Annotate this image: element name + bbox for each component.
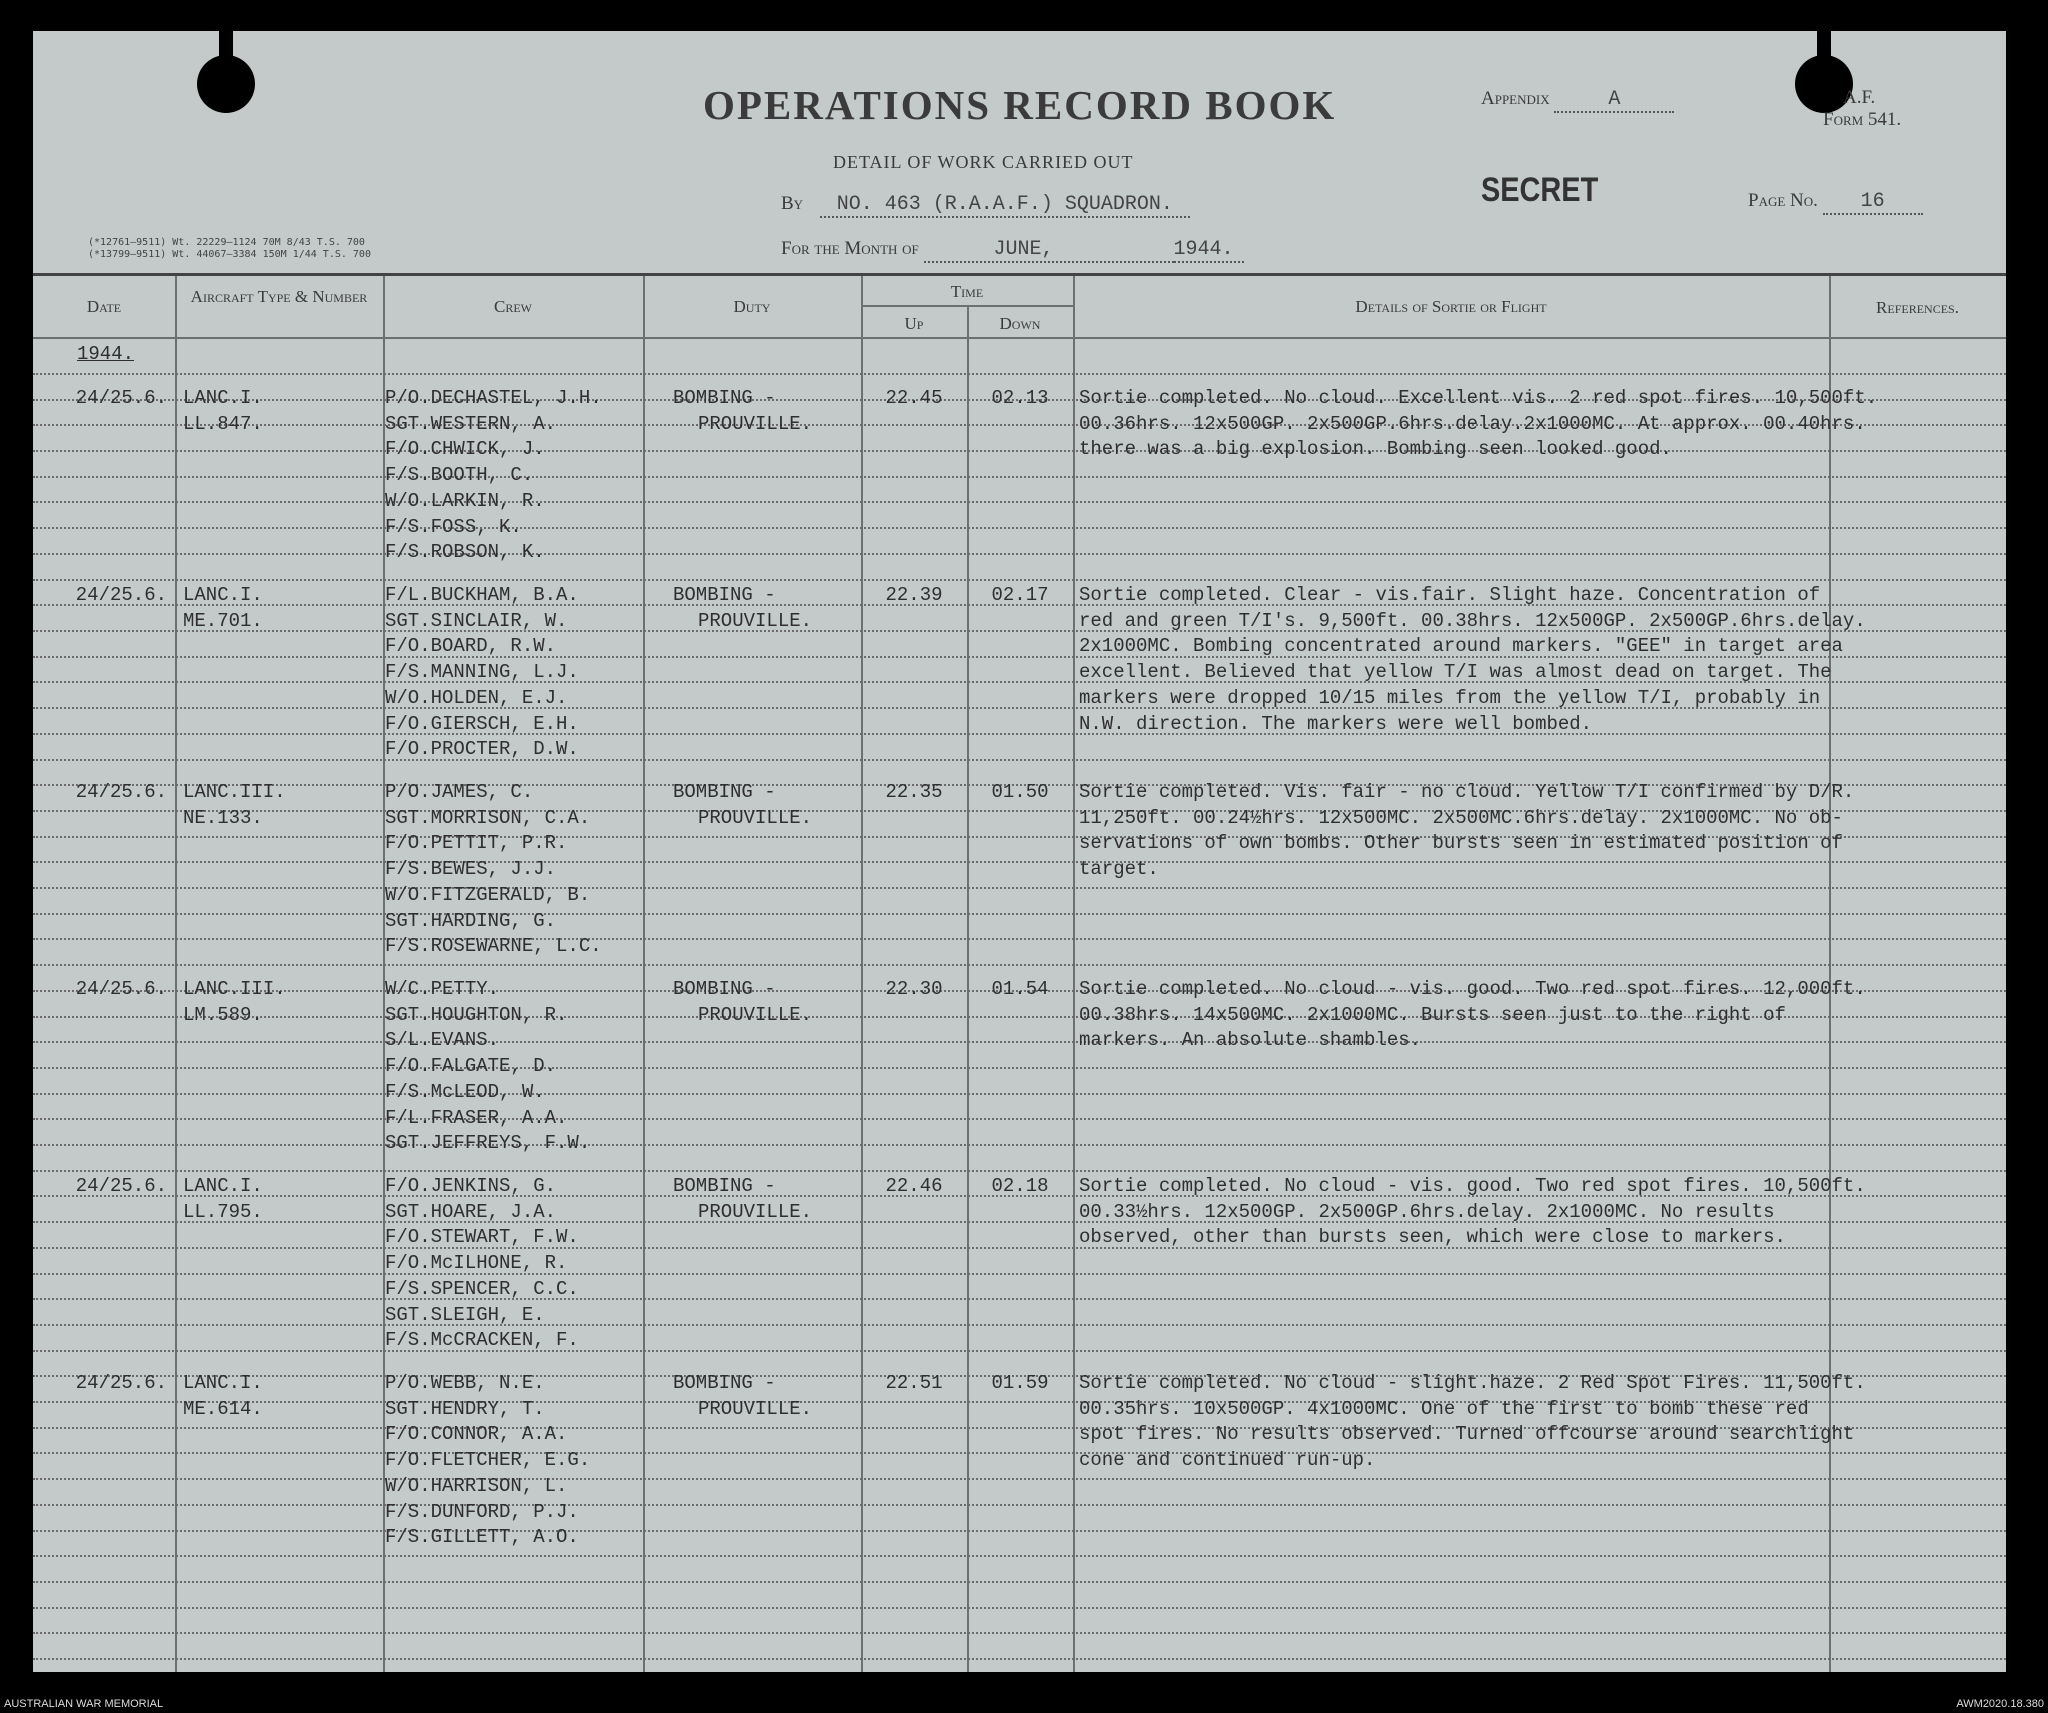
crew-member: F/O.FALGATE, D. xyxy=(385,1055,557,1078)
sortie-detail-line: Sortie completed. No cloud - vis. good. Two red spot fires. 12,000ft. xyxy=(1079,978,1866,1000)
crew-member: F/O.BOARD, R.W. xyxy=(385,635,557,658)
month-field xyxy=(781,238,1244,263)
crew-member: F/S.MANNING, L.J. xyxy=(385,661,579,684)
ruled-line xyxy=(33,450,2006,452)
duty-line: BOMBING - xyxy=(673,387,776,409)
sortie-detail-line: Sortie completed. Clear - vis.fair. Slight haze. Concentration of xyxy=(1079,584,1821,606)
crew-member: F/S.SPENCER, C.C. xyxy=(385,1277,579,1300)
time-down: 02.17 xyxy=(991,584,1049,606)
duty-line: PROUVILLE. xyxy=(698,609,813,632)
col-header-details: Details of Sortie or Flight xyxy=(1355,297,1547,316)
crew-member: F/S.McCRACKEN, F. xyxy=(385,1329,579,1352)
ruled-line xyxy=(33,887,2006,889)
crew-member: F/S.ROBSON, K. xyxy=(385,541,545,564)
col-divider xyxy=(175,276,177,1672)
ruled-line xyxy=(33,527,2006,529)
by-label: By xyxy=(781,193,804,214)
duty-line: PROUVILLE. xyxy=(698,1397,813,1420)
crew-member: F/S.ROSEWARNE, L.C. xyxy=(385,935,602,958)
form-id-1: A.F. xyxy=(1843,87,1876,108)
col-divider xyxy=(643,276,645,1672)
aircraft-type: LANC.III. xyxy=(183,978,286,1000)
ruled-line xyxy=(33,1658,2006,1660)
sortie-detail-line: Sortie completed. No cloud. Excellent vis. 2 red spot fires. 10,500ft. xyxy=(1079,387,1878,409)
col-header-time: Time xyxy=(950,282,984,301)
form-number xyxy=(1823,87,1902,131)
appendix-value: A xyxy=(1554,88,1674,113)
crew-member: F/O.PETTIT, P.R. xyxy=(385,832,568,855)
crew-member: P/O.DECHASTEL, J.H. xyxy=(385,387,602,409)
aircraft-number: NE.133. xyxy=(183,806,263,829)
time-down: 01.59 xyxy=(991,1372,1049,1394)
ruled-line xyxy=(33,1555,2006,1557)
ruled-line xyxy=(33,964,2006,966)
ruled-line xyxy=(33,553,2006,555)
sortie-detail-line: markers. An absolute shambles. xyxy=(1079,1029,1422,1052)
sortie-detail-line: Sortie completed. Vis. fair - no cloud. Yellow T/I confirmed by D/R. xyxy=(1079,781,1855,803)
crew-member: W/O.FITZGERALD, B. xyxy=(385,883,591,906)
time-up: 22.46 xyxy=(885,1175,943,1197)
sortie-detail-line: 2x1000MC. Bombing concentrated around markers. "GEE" in target area xyxy=(1079,635,1843,658)
ruled-line xyxy=(33,1504,2006,1506)
sortie-detail-line: 00.33½hrs. 12x500GP. 2x500GP.6hrs.delay. 2x1000MC. No results xyxy=(1079,1200,1775,1223)
ruled-line xyxy=(33,501,2006,503)
time-up: 22.30 xyxy=(885,978,943,1000)
appendix-label: Appendix xyxy=(1481,88,1550,109)
entry-date: 24/25.6. xyxy=(75,1175,167,1197)
col-divider xyxy=(861,276,863,1672)
col-divider xyxy=(1829,276,1831,1672)
crew-member: SGT.SINCLAIR, W. xyxy=(385,609,568,632)
ruled-line xyxy=(33,861,2006,863)
time-up: 22.51 xyxy=(885,1372,943,1394)
ruled-line xyxy=(33,1581,2006,1583)
crew-member: F/S.BEWES, J.J. xyxy=(385,858,557,881)
squadron-value: NO. 463 (R.A.A.F.) SQUADRON. xyxy=(820,193,1190,218)
sortie-detail-line: spot fires. No results observed. Turned offcourse around searchlight xyxy=(1079,1423,1855,1446)
col-header-crew: Crew xyxy=(494,297,532,316)
col-header-down: Down xyxy=(999,314,1041,333)
crew-member: F/S.GILLETT, A.O. xyxy=(385,1526,579,1549)
duty-line: BOMBING - xyxy=(673,1175,776,1197)
sortie-detail-line: Sortie completed. No cloud - vis. good. Two red spot fires. 10,500ft. xyxy=(1079,1175,1866,1197)
year-value: 1944. xyxy=(1174,238,1244,263)
crew-member: F/S.FOSS, K. xyxy=(385,515,522,538)
aircraft-number: LL.847. xyxy=(183,412,263,435)
aircraft-type: LANC.III. xyxy=(183,781,286,803)
ruled-line xyxy=(33,373,2006,375)
col-header-date: Date xyxy=(86,297,122,316)
aircraft-number: LM.589. xyxy=(183,1003,263,1026)
duty-line: BOMBING - xyxy=(673,1372,776,1394)
sortie-detail-line: observed, other than bursts seen, which were close to markers. xyxy=(1079,1226,1786,1249)
crew-member: SGT.WESTERN, A. xyxy=(385,412,557,435)
crew-member: F/L.FRASER, A.A. xyxy=(385,1106,568,1129)
sortie-detail-line: 00.35hrs. 10x500GP. 4x1000MC. One of the first to bomb these red xyxy=(1079,1397,1809,1420)
sortie-detail-line: there was a big explosion. Bombing seen looked good. xyxy=(1079,438,1672,461)
time-up: 22.35 xyxy=(885,781,943,803)
aircraft-number: ME.701. xyxy=(183,609,263,632)
time-split-rule xyxy=(861,305,1073,307)
crew-member: SGT.HOUGHTON, R. xyxy=(385,1003,568,1026)
entry-date: 24/25.6. xyxy=(75,584,167,606)
page-number: 16 xyxy=(1823,190,1923,215)
crew-member: SGT.HENDRY, T. xyxy=(385,1397,545,1420)
aircraft-type: LANC.I. xyxy=(183,387,263,409)
ruled-line xyxy=(33,759,2006,761)
squadron-field xyxy=(781,193,1190,218)
time-down: 01.54 xyxy=(991,978,1049,1000)
crew-member: F/O.FLETCHER, E.G. xyxy=(385,1449,591,1472)
sortie-detail-line: red and green T/I's. 9,500ft. 00.38hrs. 12x500GP. 2x500GP.6hrs.delay. xyxy=(1079,609,1866,632)
page-subtitle: DETAIL OF WORK CARRIED OUT xyxy=(833,152,1134,172)
month-label: For the Month of xyxy=(781,238,919,259)
ruled-line xyxy=(33,579,2006,581)
entry-date: 24/25.6. xyxy=(75,781,167,803)
weight-line-2: (*13799—9511) Wt. 44067—3384 150M 1/44 T.S. 700 xyxy=(88,249,371,260)
weight-line-1: (*12761—9511) Wt. 22229—1124 70M 8/43 T.S. 700 xyxy=(88,237,365,248)
crew-member: P/O.JAMES, C. xyxy=(385,781,534,803)
crew-member: S/L.EVANS. xyxy=(385,1029,500,1052)
ruled-line xyxy=(33,1530,2006,1532)
ruled-line xyxy=(33,1118,2006,1120)
ruled-line xyxy=(33,1452,2006,1454)
crew-member: SGT.HOARE, J.A. xyxy=(385,1200,557,1223)
crew-member: F/O.JENKINS, G. xyxy=(385,1175,557,1197)
time-up: 22.45 xyxy=(885,387,943,409)
crew-member: F/O.McILHONE, R. xyxy=(385,1252,568,1275)
page-label: Page No. xyxy=(1748,190,1818,211)
ruled-line xyxy=(33,1324,2006,1326)
ruled-line xyxy=(33,1067,2006,1069)
sortie-detail-line: 11,250ft. 00.24½hrs. 12x500MC. 2x500MC.6hrs.delay. 2x1000MC. No ob- xyxy=(1079,806,1843,829)
sortie-detail-line: 00.38hrs. 14x500MC. 2x1000MC. Bursts seen just to the right of xyxy=(1079,1003,1786,1026)
crew-member: F/O.STEWART, F.W. xyxy=(385,1226,579,1249)
crew-member: F/O.CHWICK, J. xyxy=(385,438,545,461)
time-down: 02.18 xyxy=(991,1175,1049,1197)
duty-line: BOMBING - xyxy=(673,584,776,606)
crew-member: F/O.GIERSCH, E.H. xyxy=(385,712,579,735)
ruled-line xyxy=(33,913,2006,915)
crew-member: W/C.PETTY. xyxy=(385,978,500,1000)
aircraft-type: LANC.I. xyxy=(183,1175,263,1197)
sortie-detail-line: excellent. Believed that yellow T/I was almost dead on target. The xyxy=(1079,661,1832,684)
sortie-detail-line: N.W. direction. The markers were well bombed. xyxy=(1079,712,1593,735)
sortie-detail-line: target. xyxy=(1079,858,1159,881)
crew-member: F/S.BOOTH, C. xyxy=(385,464,534,487)
footer-left: AUSTRALIAN WAR MEMORIAL xyxy=(4,1698,164,1710)
appendix-field xyxy=(1481,88,1674,113)
entry-date: 24/25.6. xyxy=(75,1372,167,1394)
duty-line: PROUVILLE. xyxy=(698,1200,813,1223)
page-number-field xyxy=(1748,190,1923,215)
col-header-aircraft: Aircraft Type & Number xyxy=(190,287,368,306)
crew-member: SGT.JEFFREYS, F.W. xyxy=(385,1132,591,1155)
entry-date: 24/25.6. xyxy=(75,387,167,409)
header-bottom-rule xyxy=(33,337,2006,339)
crew-member: W/O.LARKIN, R. xyxy=(385,489,545,512)
sortie-detail-line: Sortie completed. No cloud - slight.haze. 2 Red Spot Fires. 11,500ft. xyxy=(1079,1372,1866,1394)
ruled-line xyxy=(33,733,2006,735)
secret-stamp: SECRET xyxy=(1481,171,1599,209)
aircraft-type: LANC.I. xyxy=(183,584,263,606)
time-up: 22.39 xyxy=(885,584,943,606)
sortie-detail-line: cone and continued run-up. xyxy=(1079,1449,1376,1472)
print-weights xyxy=(88,237,371,261)
aircraft-number: ME.614. xyxy=(183,1397,263,1420)
crew-member: W/O.HOLDEN, E.J. xyxy=(385,686,568,709)
crew-member: SGT.MORRISON, C.A. xyxy=(385,806,591,829)
aircraft-type: LANC.I. xyxy=(183,1372,263,1394)
col-header-references: References. xyxy=(1876,298,1959,317)
crew-member: P/O.WEBB, N.E. xyxy=(385,1372,545,1394)
aircraft-number: LL.795. xyxy=(183,1200,263,1223)
table-top-rule xyxy=(33,273,2006,276)
page-title: OPERATIONS RECORD BOOK xyxy=(703,82,1337,128)
crew-member: F/S.McLEOD, W. xyxy=(385,1080,545,1103)
ruled-line xyxy=(33,1478,2006,1480)
crew-member: SGT.SLEIGH, E. xyxy=(385,1303,545,1326)
crew-member: F/O.PROCTER, D.W. xyxy=(385,738,579,761)
col-divider xyxy=(1073,276,1075,1672)
crew-member: F/L.BUCKHAM, B.A. xyxy=(385,584,579,606)
footer-right: AWM2020.18.380 xyxy=(1956,1698,2044,1710)
ruled-line xyxy=(33,1298,2006,1300)
crew-member: W/O.HARRISON, L. xyxy=(385,1474,568,1497)
ruled-line xyxy=(33,476,2006,478)
time-down: 01.50 xyxy=(991,781,1049,803)
duty-line: PROUVILLE. xyxy=(698,1003,813,1026)
ruled-line xyxy=(33,1144,2006,1146)
ruled-line xyxy=(33,1607,2006,1609)
month-value: JUNE, xyxy=(924,238,1174,263)
form-id-2: Form 541. xyxy=(1823,109,1902,130)
crew-member: F/S.DUNFORD, P.J. xyxy=(385,1500,579,1523)
duty-line: PROUVILLE. xyxy=(698,412,813,435)
time-down: 02.13 xyxy=(991,387,1049,409)
year-heading: 1944. xyxy=(77,343,135,365)
ruled-line xyxy=(33,1273,2006,1275)
binder-hole-left xyxy=(197,55,255,113)
entry-date: 24/25.6. xyxy=(75,978,167,1000)
record-sheet xyxy=(33,31,2006,1672)
ruled-line xyxy=(33,1093,2006,1095)
sortie-detail-line: servations of own bombs. Other bursts seen in estimated position of xyxy=(1079,832,1843,855)
sortie-detail-line: markers were dropped 10/15 miles from the yellow T/I, probably in xyxy=(1079,686,1821,709)
col-header-duty: Duty xyxy=(733,297,771,316)
duty-line: PROUVILLE. xyxy=(698,806,813,829)
ruled-line xyxy=(33,1632,2006,1634)
crew-member: SGT.HARDING, G. xyxy=(385,909,557,932)
ruled-line xyxy=(33,1170,2006,1172)
crew-member: F/O.CONNOR, A.A. xyxy=(385,1423,568,1446)
duty-line: BOMBING - xyxy=(673,978,776,1000)
duty-line: BOMBING - xyxy=(673,781,776,803)
ruled-line xyxy=(33,1041,2006,1043)
col-header-up: Up xyxy=(904,314,924,333)
ruled-line xyxy=(33,938,2006,940)
ruled-line xyxy=(33,1350,2006,1352)
sortie-detail-line: 00.36hrs. 12x500GP. 2x500GP.6hrs.delay.2x1000MC. At approx. 00.40hrs. xyxy=(1079,412,1866,435)
